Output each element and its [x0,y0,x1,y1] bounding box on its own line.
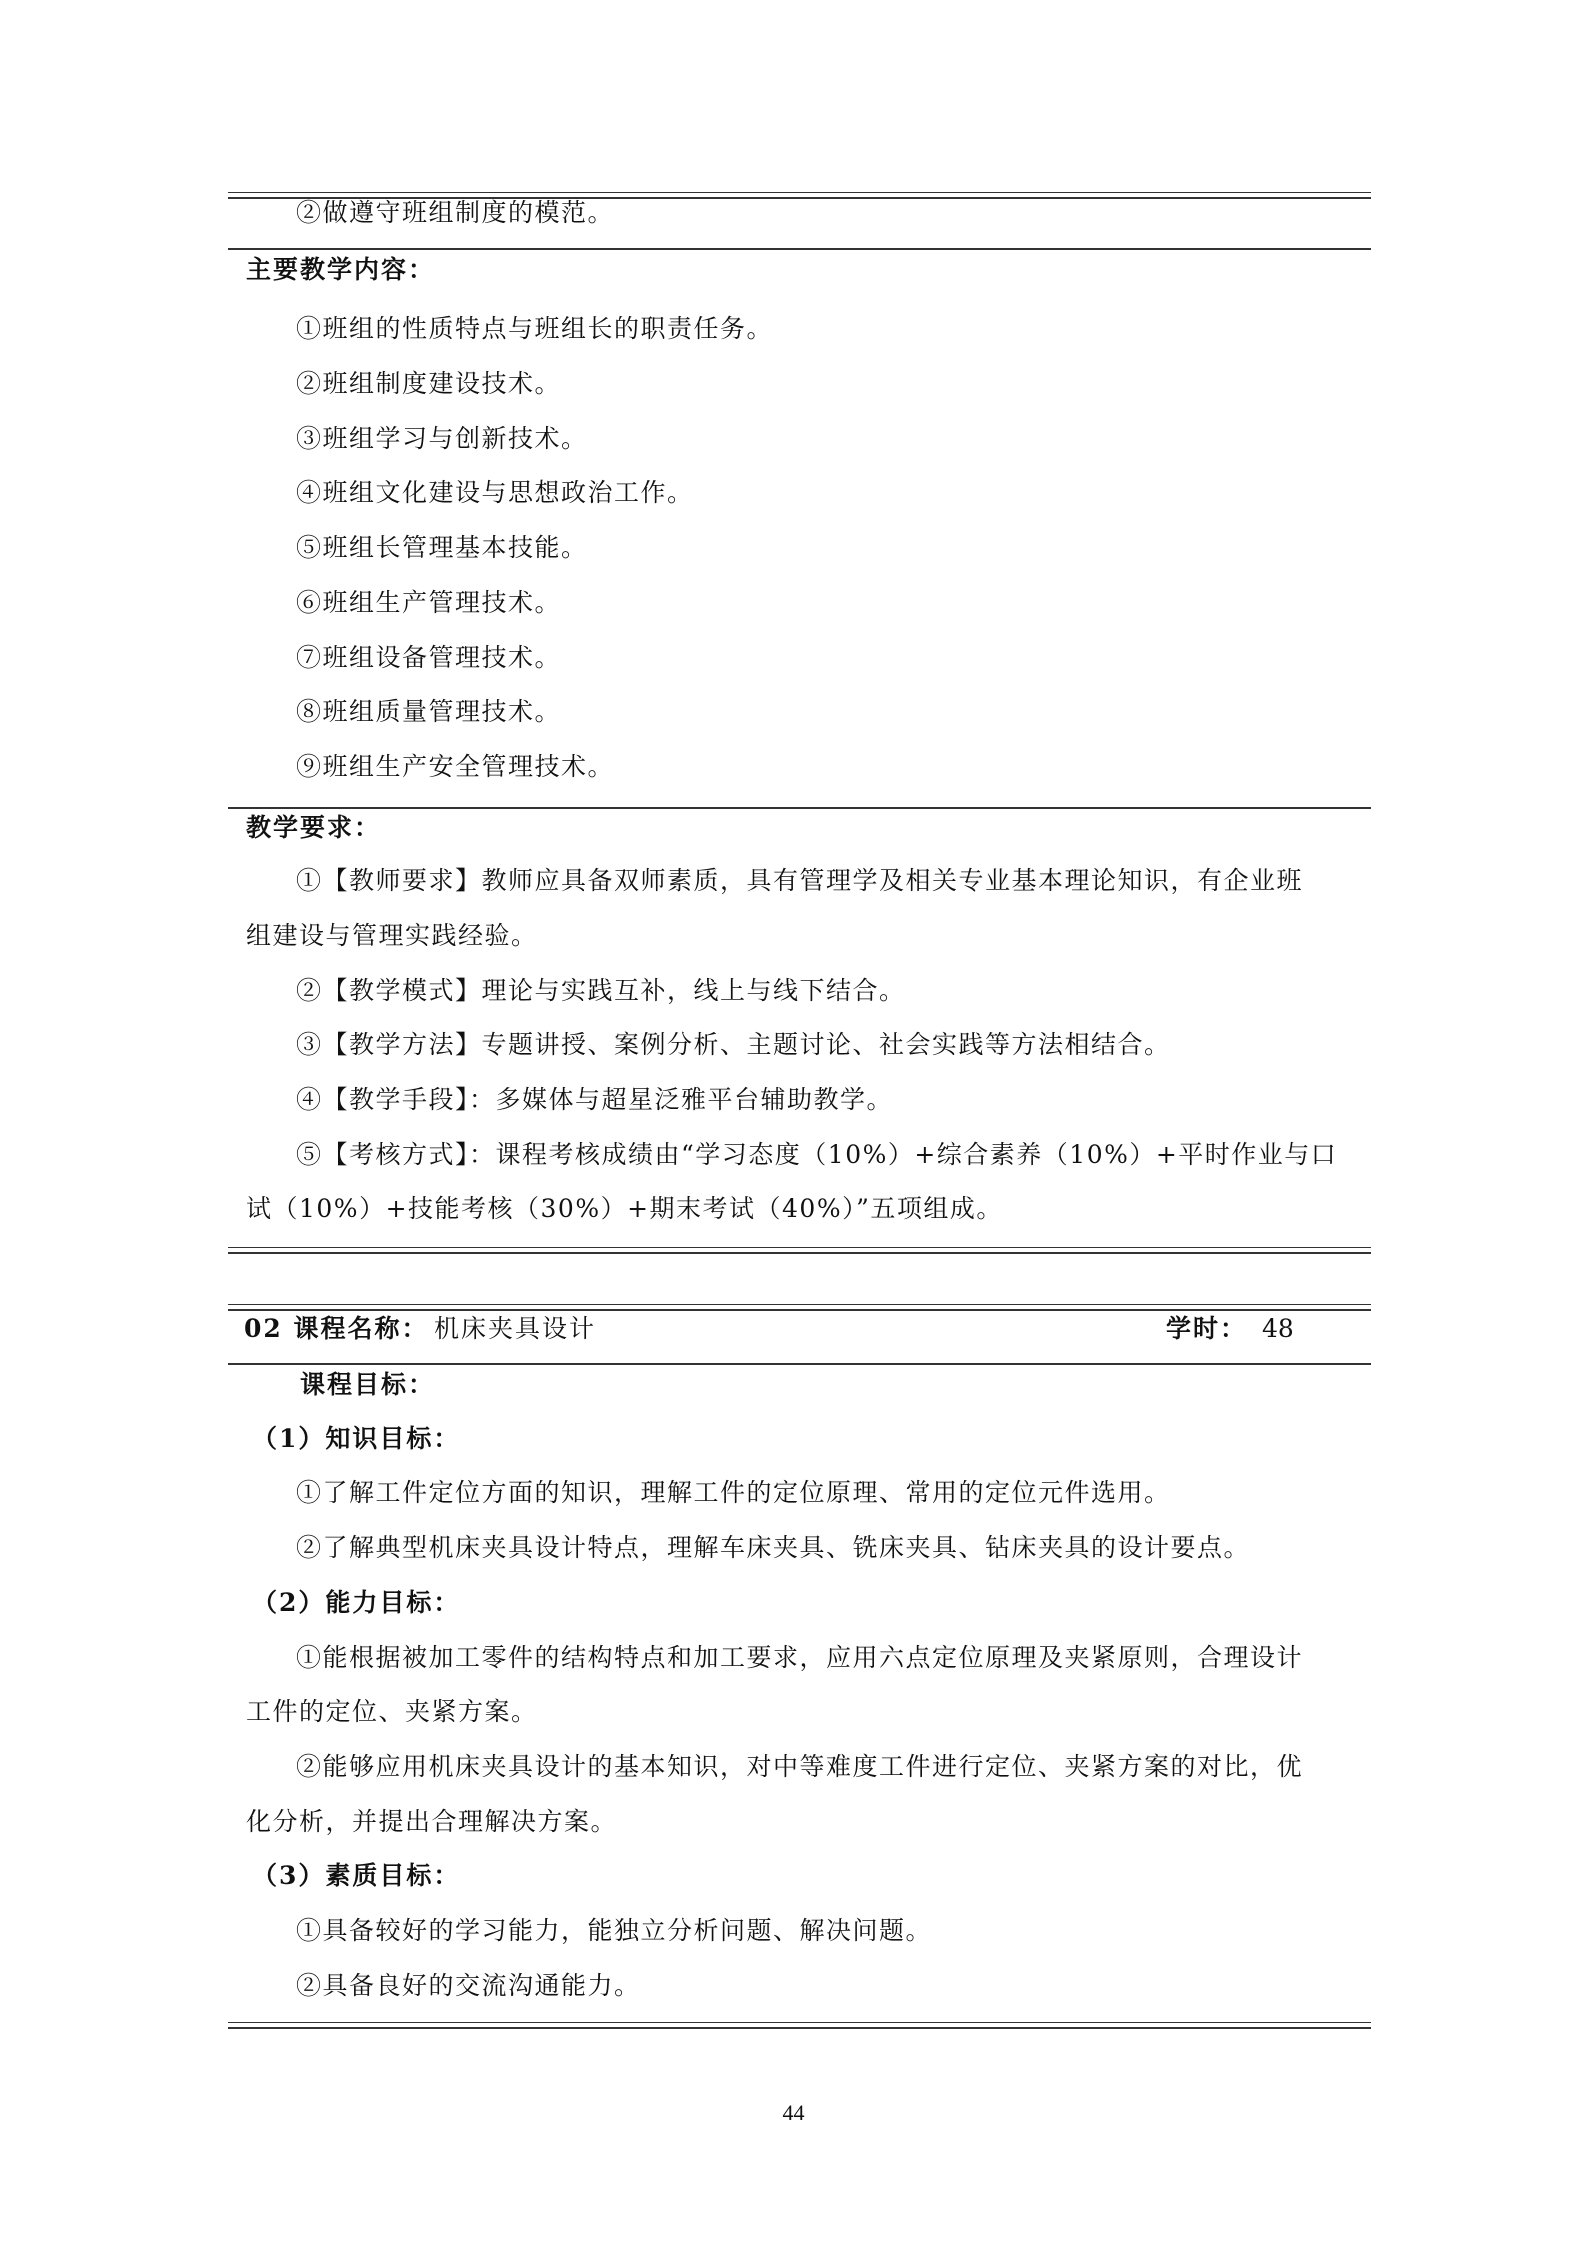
course-name: 机床夹具设计 [434,1314,597,1343]
goal-line: ①了解工件定位方面的知识，理解工件的定位原理、常用的定位元件选用。 [296,1478,1171,1507]
goal-line: ①能根据被加工零件的结构特点和加工要求，应用六点定位原理及夹紧原则，合理设计 [296,1643,1304,1672]
goal-line: ①具备较好的学习能力，能独立分析问题、解决问题。 [296,1916,933,1945]
quality-heading: （3）素质目标： [252,1861,461,1890]
course-label: 02 课程名称： [244,1314,429,1343]
content-item: ⑥班组生产管理技术。 [296,588,562,617]
page-number: 44 [782,2100,805,2125]
requirement-line: ④【教学手段】：多媒体与超星泛雅平台辅助教学。 [296,1085,894,1114]
content-item: ⑧班组质量管理技术。 [296,697,562,726]
content-item: ④班组文化建设与思想政治工作。 [296,478,694,507]
requirement-line: 试（10%）+技能考核（30%）+期末考试（40%）”五项组成。 [246,1194,1003,1223]
section-start-rule [228,1304,1371,1311]
requirement-line: ①【教师要求】教师应具备双师素质，具有管理学及相关专业基本理论知识，有企业班 [296,866,1304,895]
requirement-line: ③【教学方法】专题讲授、案例分析、主题讨论、社会实践等方法相结合。 [296,1030,1171,1059]
goal-line: ②能够应用机床夹具设计的基本知识，对中等难度工件进行定位、夹紧方案的对比，优 [296,1752,1304,1781]
content-item: ③班组学习与创新技术。 [296,424,588,453]
goals-heading: 课程目标： [300,1370,436,1399]
content-item: ⑦班组设备管理技术。 [296,643,562,672]
content-item: ⑨班组生产安全管理技术。 [296,752,615,781]
section-end-rule [228,2022,1371,2029]
requirements-heading: 教学要求： [246,813,382,842]
requirement-line: ②【教学模式】理论与实践互补，线上与线下结合。 [296,976,906,1005]
content-item: ⑤班组长管理基本技能。 [296,533,588,562]
content-item: ①班组的性质特点与班组长的职责任务。 [296,314,774,343]
hours-value: 48 [1262,1314,1294,1343]
rule [228,1363,1371,1365]
content-heading: 主要教学内容： [246,255,436,284]
requirement-line: 组建设与管理实践经验。 [246,921,538,950]
content-item: ②班组制度建设技术。 [296,369,562,398]
goal-line: 化分析，并提出合理解决方案。 [246,1807,618,1836]
hours-label: 学时： [1166,1314,1248,1343]
section-end-rule [228,1247,1371,1254]
ability-heading: （2）能力目标： [252,1588,461,1617]
goal-line: ②了解典型机床夹具设计特点，理解车床夹具、铣床夹具、钻床夹具的设计要点。 [296,1533,1251,1562]
carry-over-line: ②做遵守班组制度的模范。 [296,198,615,227]
rule [228,807,1371,809]
goal-line: ②具备良好的交流沟通能力。 [296,1971,641,2000]
goal-line: 工件的定位、夹紧方案。 [246,1697,538,1726]
requirement-line: ⑤【考核方式】：课程考核成绩由“学习态度（10%）+综合素养（10%）+平时作业与口 [296,1140,1338,1169]
rule [228,248,1371,250]
knowledge-heading: （1）知识目标： [252,1424,461,1453]
